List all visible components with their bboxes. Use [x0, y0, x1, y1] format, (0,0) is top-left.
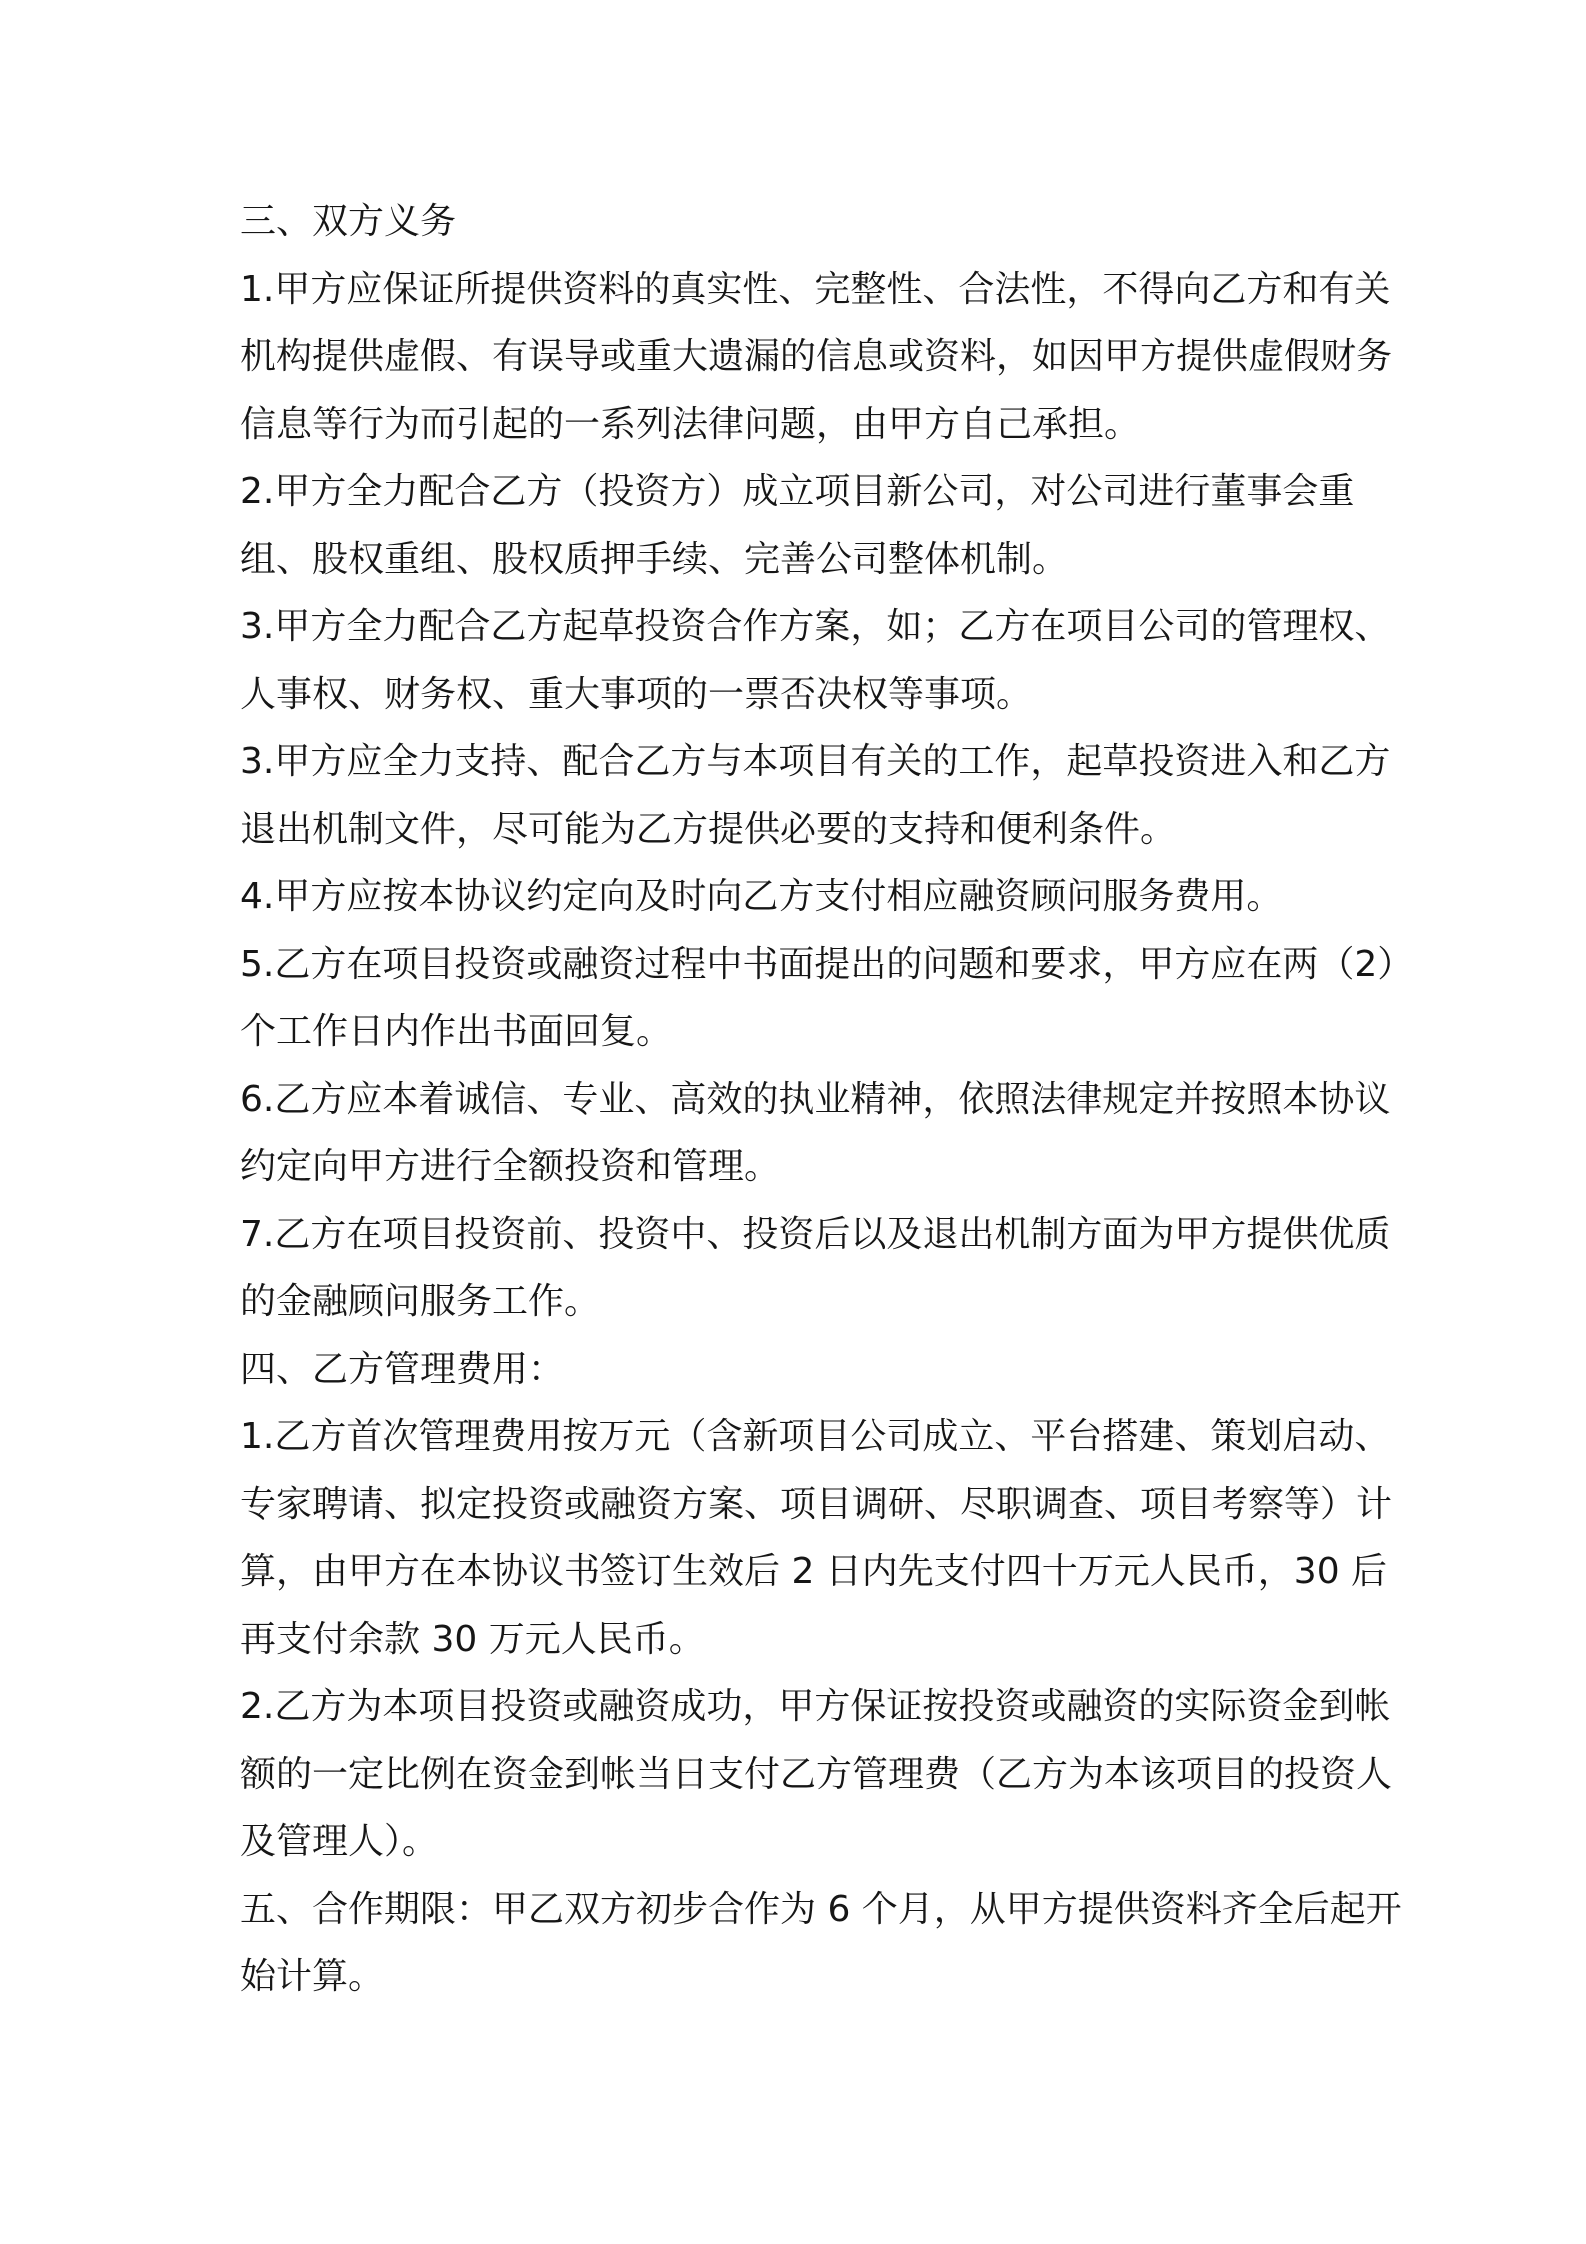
clause-3-1: 1.甲方应保证所提供资料的真实性、完整性、合法性，不得向乙方和有关机构提供虚假、有误导或重大遗漏的信息或资料，如因甲方提供虚假财务信息等行为而引起的一系列法律问题，由甲方自己承担。 — [240, 268, 1393, 445]
section-heading-obligations: 三、双方义务 — [240, 201, 457, 242]
clause-3-4: 4.甲方应按本协议约定向及时向乙方支付相应融资顾问服务费用。 — [240, 876, 1283, 917]
clause-4-1: 1.乙方首次管理费用按万元（含新项目公司成立、平台搭建、策划启动、专家聘请、拟定投资或融资方案、项目调研、尽职调查、项目考察等）计算，由甲方在本协议书签订生效后 2 日内先支付四十万元人民币，30 后再支付余款 30 万元人民币。 — [240, 1416, 1393, 1660]
clause-4-2: 2.乙方为本项目投资或融资成功，甲方保证按投资或融资的实际资金到帐额的一定比例在资金到帐当日支付乙方管理费（乙方为本该项目的投资人及管理人）。 — [240, 1686, 1393, 1862]
clause-3-5: 5.乙方在项目投资或融资过程中书面提出的问题和要求，甲方应在两（2）个工作日内作出书面回复。 — [240, 943, 1396, 1052]
clause-3-2: 2.甲方全力配合乙方（投资方）成立项目新公司，对公司进行董事会重组、股权重组、股权质押手续、完善公司整体机制。 — [240, 471, 1355, 580]
section-heading-fees: 四、乙方管理费用： — [240, 1348, 565, 1390]
clause-3-6: 6.乙方应本着诚信、专业、高效的执业精神，依照法律规定并按照本协议约定向甲方进行全额投资和管理。 — [240, 1078, 1391, 1187]
section-heading-term: 五、合作期限：甲乙双方初步合作为 6 个月，从甲方提供资料齐全后起开始计算。 — [240, 1888, 1402, 1997]
clause-3-3a: 3.甲方全力配合乙方起草投资合作方案，如；乙方在项目公司的管理权、人事权、财务权、重大事项的一票否决权等事项。 — [240, 606, 1391, 715]
clause-3-3b: 3.甲方应全力支持、配合乙方与本项目有关的工作，起草投资进入和乙方退出机制文件，尽可能为乙方提供必要的支持和便利条件。 — [240, 741, 1391, 850]
clause-3-7: 7.乙方在项目投资前、投资中、投资后以及退出机制方面为甲方提供优质的金融顾问服务工作。 — [240, 1213, 1391, 1322]
document-body — [240, 188, 1410, 2011]
